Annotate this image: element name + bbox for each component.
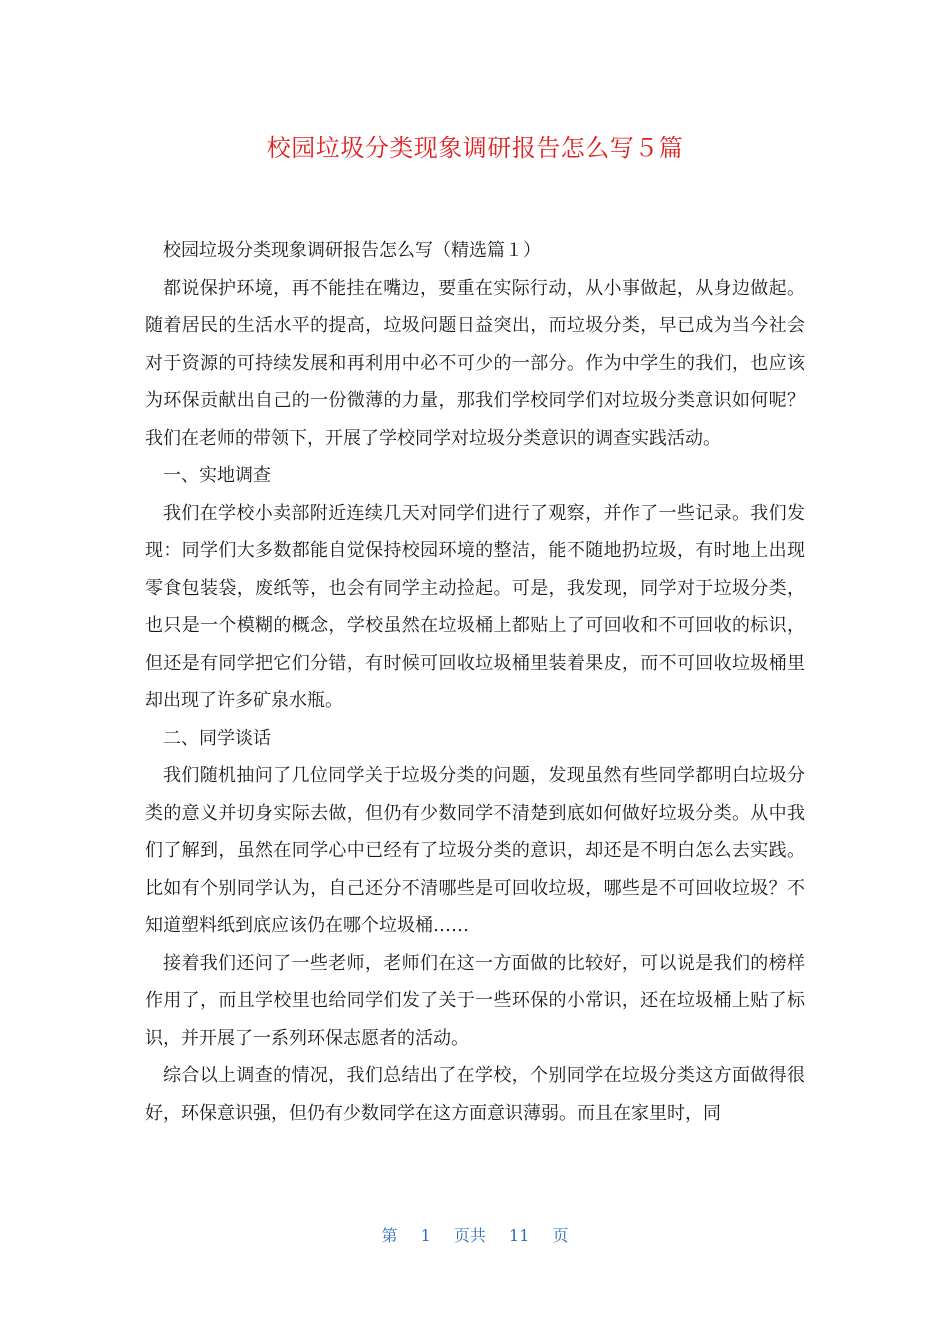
paragraph: 都说保护环境，再不能挂在嘴边，要重在实际行动，从小事做起，从身边做起。随着居民的生活水平的提高，垃圾问题日益突出，而垃圾分类，早已成为当今社会对于资源的可持续发展和再利用中必不可少的一部分。作为中学生的我们，也应该为环保贡献出自己的一份微薄的力量，那我们学校同学们对垃圾分类意识如何呢？我们在老师的带领下，开展了学校同学对垃圾分类意识的调查实践活动。 [145, 277, 805, 449]
footer-page-number: 1 [420, 1226, 431, 1245]
footer-prefix: 第 [381, 1226, 398, 1245]
document-title: 校园垃圾分类现象调研报告怎么写５篇 [266, 134, 684, 162]
paragraph: 我们随机抽问了几位同学关于垃圾分类的问题，发现虽然有些同学都明白垃圾分类的意义并切身实际去做，但仍有少数同学不清楚到底如何做好垃圾分类。从中我们了解到，虽然在同学心中已经有了垃圾分类的意识，却还是不明白怎么去实践。比如有个别同学认为，自己还分不清哪些是可回收垃圾，哪些是不可回收垃圾？不知道塑料纸到底应该仍在哪个垃圾桶…… [145, 765, 805, 936]
paragraph: 我们在学校小卖部附近连续几天对同学们进行了观察，并作了一些记录。我们发现：同学们大多数都能自觉保持校园环境的整洁，能不随地扔垃圾，有时地上出现零食包装袋，废纸等，也会有同学主动捡起。可是，我发现，同学对于垃圾分类，也只是一个模糊的概念，学校虽然在垃圾桶上都贴上了可回收和不可回收的标识，但还是有同学把它们分错，有时候可回收垃圾桶里装着果皮，而不可回收垃圾桶里却出现了许多矿泉水瓶。 [145, 502, 805, 711]
page-footer [0, 1224, 950, 1248]
paragraph: 综合以上调查的情况，我们总结出了在学校，个别同学在垃圾分类这方面做得很好，环保意识强，但仍有少数同学在这方面意识薄弱。而且在家里时，同 [145, 1065, 805, 1124]
footer-total-pages: 11 [509, 1226, 530, 1245]
footer-suffix: 页 [552, 1226, 569, 1245]
paragraph: 接着我们还问了一些老师，老师们在这一方面做的比较好，可以说是我们的榜样作用了，而且学校里也给同学们发了关于一些环保的小常识，还在垃圾桶上贴了标识，并开展了一系列环保志愿者的活动。 [145, 952, 805, 1049]
footer-middle: 页共 [453, 1226, 486, 1245]
section-heading: 校园垃圾分类现象调研报告怎么写（精选篇１） [163, 240, 541, 261]
section-heading: 二、同学谈话 [163, 727, 271, 749]
document-body [145, 232, 805, 1132]
section-heading: 一、实地调查 [163, 465, 271, 486]
